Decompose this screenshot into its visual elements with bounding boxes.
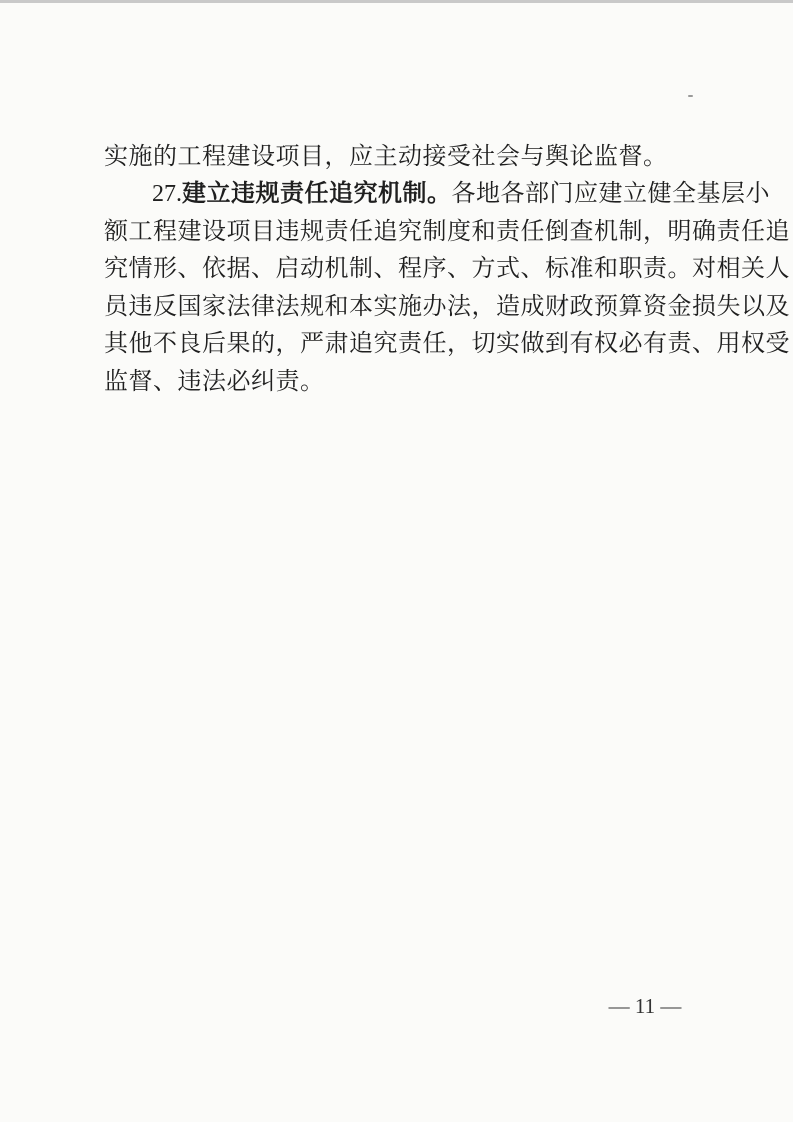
scan-speck bbox=[688, 95, 693, 97]
section-27-line: 员违反国家法律法规和本实施办法，造成财政预算资金损失以及 bbox=[104, 291, 790, 320]
section-27-line: 监督、违法必纠责。 bbox=[104, 366, 325, 395]
document-body bbox=[104, 138, 790, 400]
section-27-first-line bbox=[104, 175, 770, 212]
section-27-line: 其他不良后果的，严肃追究责任，切实做到有权必有责、用权受 bbox=[104, 329, 790, 357]
section-number: 27. bbox=[152, 181, 182, 207]
paragraph-continuation-line: 实施的工程建设项目，应主动接受社会与舆论监督。 bbox=[104, 142, 668, 170]
scan-top-edge bbox=[0, 0, 793, 3]
page-number: — 11 — bbox=[608, 994, 682, 1018]
section-27-line: 究情形、依据、启动机制、程序、方式、标准和职责。对相关人 bbox=[104, 254, 790, 282]
section-first-line-text: 各地各部门应建立健全基层小 bbox=[451, 179, 770, 207]
section-title: 建立违规责任追究机制。 bbox=[182, 179, 452, 207]
section-27-line: 额工程建设项目违规责任追究制度和责任倒查机制，明确责任追 bbox=[104, 216, 790, 245]
